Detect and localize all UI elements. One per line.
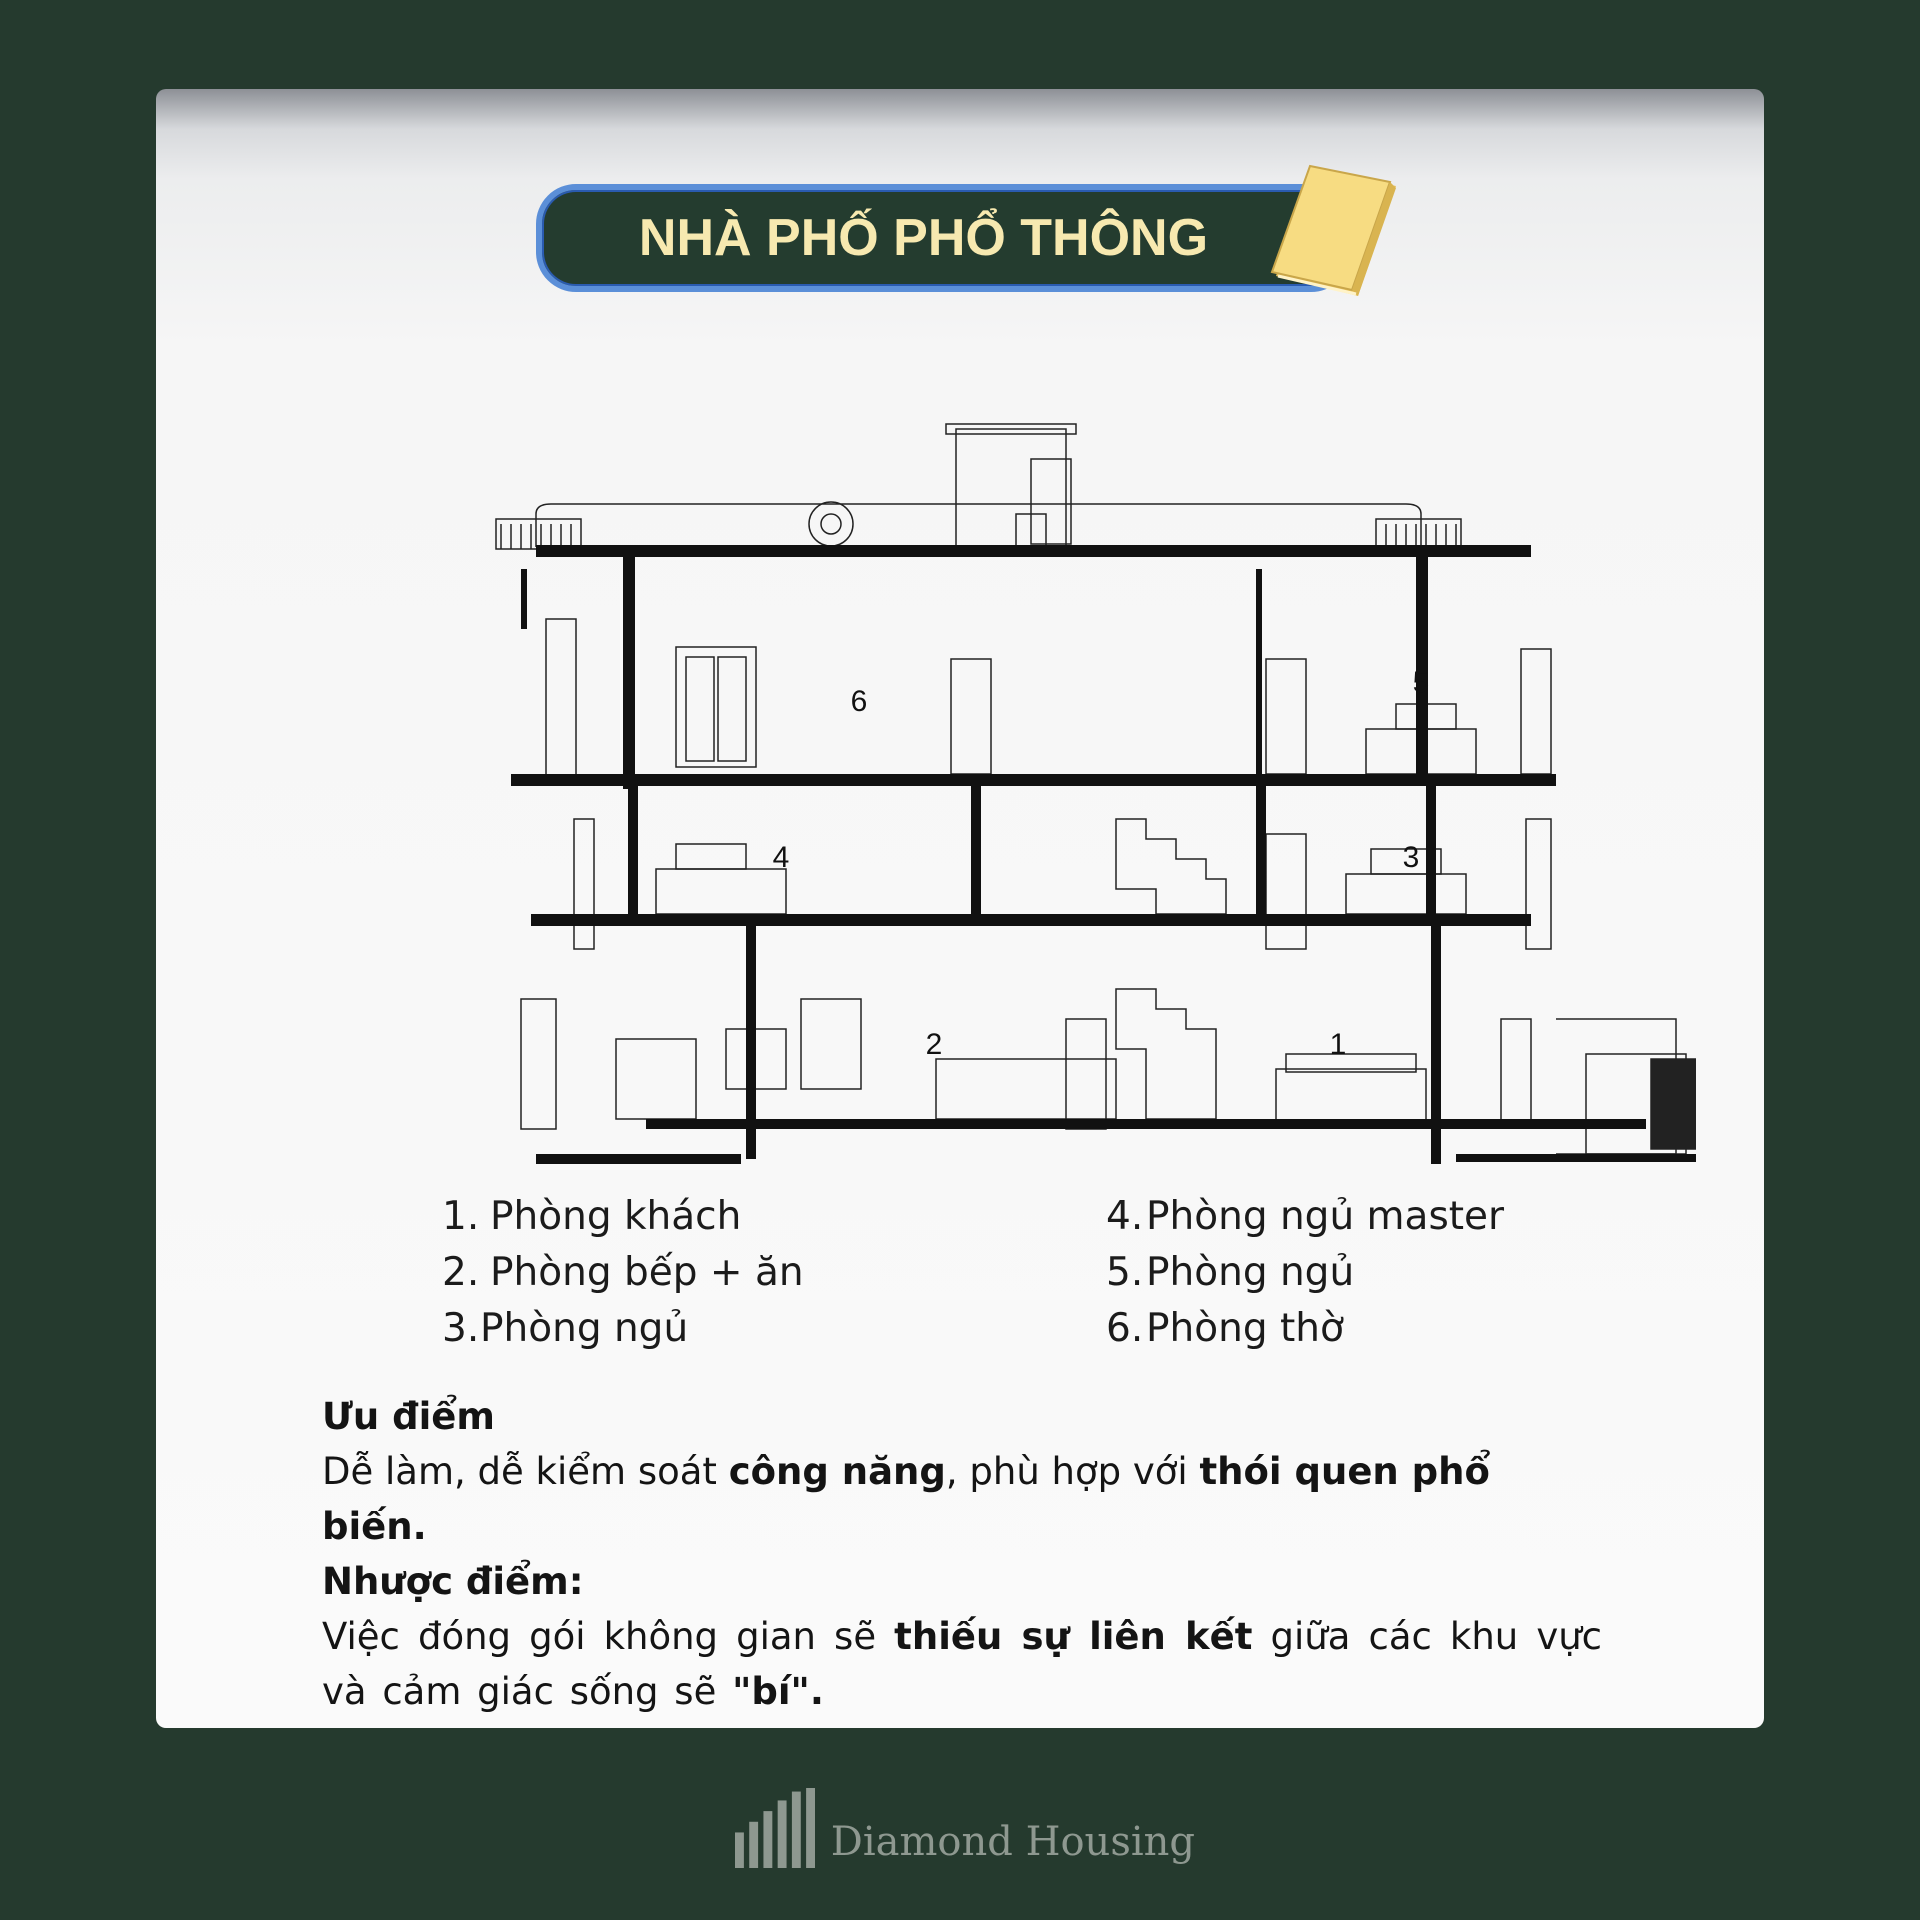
legend-number: 1. xyxy=(442,1194,480,1239)
legend-number: 4. xyxy=(1106,1194,1144,1239)
book-icon xyxy=(1266,164,1396,299)
legend-item xyxy=(1106,1301,1504,1357)
legend-label: Phòng thờ xyxy=(1146,1306,1344,1351)
room-number-4: 4 xyxy=(772,841,790,874)
legend-label: Phòng bếp + ăn xyxy=(490,1250,804,1295)
room-number-3: 3 xyxy=(1402,841,1420,874)
title-banner xyxy=(536,184,1351,292)
legend-right-column xyxy=(1106,1189,1504,1357)
legend-item xyxy=(442,1189,804,1245)
legend-item xyxy=(1106,1245,1504,1301)
pros-text: Dễ làm, dễ kiểm soát công năng, phù hợp với thói quen phổ biến. xyxy=(322,1450,1490,1548)
legend-item xyxy=(442,1301,804,1357)
room-number-2: 2 xyxy=(925,1028,943,1061)
brand-logo xyxy=(735,1783,1195,1873)
legend-left-column xyxy=(442,1189,804,1357)
pros-heading: Ưu điểm xyxy=(322,1395,495,1438)
cons-heading: Nhược điểm: xyxy=(322,1560,584,1603)
room-number-5: 5 xyxy=(1412,666,1430,699)
legend-label: Phòng ngủ xyxy=(1146,1250,1355,1295)
legend-item xyxy=(1106,1189,1504,1245)
brand-name: Diamond Housing xyxy=(830,1819,1195,1865)
house-section-drawing xyxy=(376,419,1696,1189)
building-bars-icon xyxy=(735,1783,817,1873)
legend-item xyxy=(442,1245,804,1301)
legend-label: Phòng ngủ xyxy=(480,1306,689,1351)
legend-label: Phòng ngủ master xyxy=(1146,1194,1505,1239)
room-number-1: 1 xyxy=(1329,1028,1347,1061)
legend-label: Phòng khách xyxy=(490,1194,742,1239)
page-title: NHÀ PHỐ PHỔ THÔNG xyxy=(638,209,1209,267)
pros-cons-section xyxy=(322,1389,1602,1719)
legend-number: 3. xyxy=(442,1306,480,1351)
legend-number: 5. xyxy=(1106,1250,1144,1295)
legend-number: 2. xyxy=(442,1250,480,1295)
content-card xyxy=(156,89,1764,1728)
room-number-6: 6 xyxy=(850,685,868,718)
legend-number: 6. xyxy=(1106,1306,1144,1351)
cons-text: Việc đóng gói không gian sẽ thiếu sự liên kết giữa các khu vực và cảm giác sống sẽ "bí". xyxy=(322,1615,1603,1713)
